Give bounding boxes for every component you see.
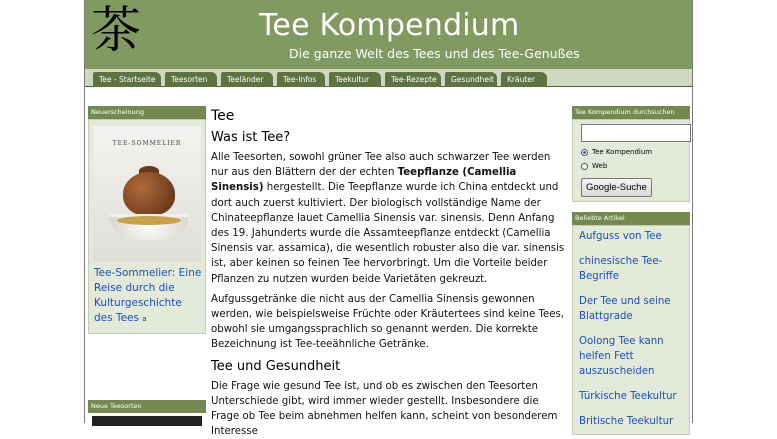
popular-heading: Beliebte Artikel bbox=[572, 212, 690, 225]
new-release-box bbox=[88, 119, 206, 334]
popular-article-link[interactable]: Britische Teekultur bbox=[579, 416, 674, 427]
paragraph-gesundheit: Die Frage wie gesund Tee ist, und ob es zwischen den Teesorten Unterschiede gibt, wird immer wieder gestellt. Insbesondere die Frage ob Tee beim abnehmen helfen kann, scheint von besonderem Interesse bbox=[211, 380, 558, 438]
popular-article-link[interactable]: chinesische Tee-Begriffe bbox=[579, 256, 663, 282]
radio-web-label: Web bbox=[592, 162, 608, 170]
paragraph-aufguss: Aufgussgetränke die nicht aus der Camellia Sinensis gewonnen werden, wie beispielsweise Früchte oder Kräutertees sind keine Tees, obwohl sie umgangssprachlich so genannt werden. Die korrekte Bezeichnung ist Tee-teeähnliche Getränke. bbox=[211, 293, 565, 351]
new-teas-section bbox=[88, 400, 206, 426]
paragraph-intro-bold: Teepflanze (Camellia Sinensis) bbox=[211, 167, 517, 194]
section-heading-was-ist-tee: Was ist Tee? bbox=[211, 130, 291, 145]
amazon-icon: a bbox=[142, 315, 147, 323]
popular-article-link[interactable]: Oolong Tee kann helfen Fett auszuscheiden bbox=[579, 336, 664, 377]
radio-web[interactable] bbox=[581, 163, 588, 170]
book-link-text[interactable]: Tee-Sommelier: Eine Reise durch die Kulturgeschichte des Tees bbox=[94, 267, 202, 324]
radio-site[interactable] bbox=[581, 149, 588, 156]
site-subtitle: Die ganze Welt des Tees und des Tee-Genußes bbox=[289, 46, 580, 61]
radio-row-web[interactable] bbox=[581, 162, 689, 170]
search-box bbox=[572, 119, 690, 202]
google-search-button[interactable]: Google-Suche bbox=[581, 178, 652, 197]
tab-tee-infos[interactable]: Tee-Infos bbox=[277, 72, 325, 87]
tab-teesorten[interactable]: Teesorten bbox=[165, 72, 217, 87]
main-navigation bbox=[85, 69, 692, 87]
paragraph-intro bbox=[211, 150, 569, 287]
radio-site-label: Tee Kompendium bbox=[592, 148, 653, 156]
book-cover-image[interactable] bbox=[93, 126, 201, 262]
radio-row-site[interactable] bbox=[581, 148, 689, 156]
popular-article-link[interactable]: Türkische Teekultur bbox=[579, 391, 677, 402]
left-sidebar bbox=[88, 106, 206, 334]
right-sidebar bbox=[572, 106, 690, 435]
popular-articles-box bbox=[572, 225, 690, 435]
book-cover-title: TEE-SOMMELIER bbox=[112, 140, 182, 147]
new-release-heading: Neuerscheinung bbox=[88, 106, 206, 119]
tea-character-logo[interactable]: 茶 bbox=[91, 1, 141, 59]
section-heading-gesundheit: Tee und Gesundheit bbox=[211, 358, 341, 374]
tab-tee-rezepte[interactable]: Tee-Rezepte bbox=[385, 72, 441, 87]
tab-gesundheit[interactable]: Gesundheit bbox=[445, 72, 497, 87]
popular-article-link[interactable]: Der Tee und seine Blattgrade bbox=[579, 296, 671, 322]
tab-teekultur[interactable]: Teekultur bbox=[329, 72, 381, 87]
search-heading: Tee Kompendium durchsuchen bbox=[572, 106, 690, 119]
new-teas-heading: Neue Teesorten bbox=[88, 400, 206, 413]
main-content bbox=[209, 106, 569, 439]
tab-teelaender[interactable]: Teeländer bbox=[221, 72, 273, 87]
tea-surface-shape bbox=[117, 216, 181, 225]
search-input[interactable] bbox=[581, 124, 691, 142]
page-container bbox=[84, 0, 693, 438]
site-header bbox=[85, 0, 692, 69]
site-title[interactable]: Tee Kompendium bbox=[259, 8, 520, 43]
page-heading: Tee bbox=[211, 108, 235, 124]
paragraph-intro-part1: Alle Teesorten, sowohl grüner Tee also auch schwarzer Tee werden nur aus den Blättern der der echten bbox=[211, 152, 551, 179]
paragraph-intro-part2: hergestellt. Die Teepflanze wurde ich China entdeckt und dort auch zuerst kultiviert. Der biologisch vollständige Name der Chinateepflanze lauet Camellia Sinensis var. sinensis. Denn Anfang des 19. Jahunderts wurde die Assamteepflanze entdeckt (Camellia Sinensis var. assamica), die wesentlich robuster also die var. sinensis ist, aber keinen so feinen Tee hervorbringt. Um die Vorteile beider Pflanzen zu nutzen wurden beide Varietäten gekreuzt. bbox=[211, 182, 565, 285]
tab-kraeuter[interactable]: Kräuter bbox=[501, 72, 547, 87]
new-tea-image[interactable] bbox=[92, 416, 202, 426]
teapot-shape bbox=[123, 172, 175, 216]
popular-article-link[interactable]: Aufguss von Tee bbox=[579, 231, 662, 242]
tab-startseite[interactable]: Tee - Startseite bbox=[93, 72, 161, 87]
book-link[interactable] bbox=[89, 262, 205, 333]
